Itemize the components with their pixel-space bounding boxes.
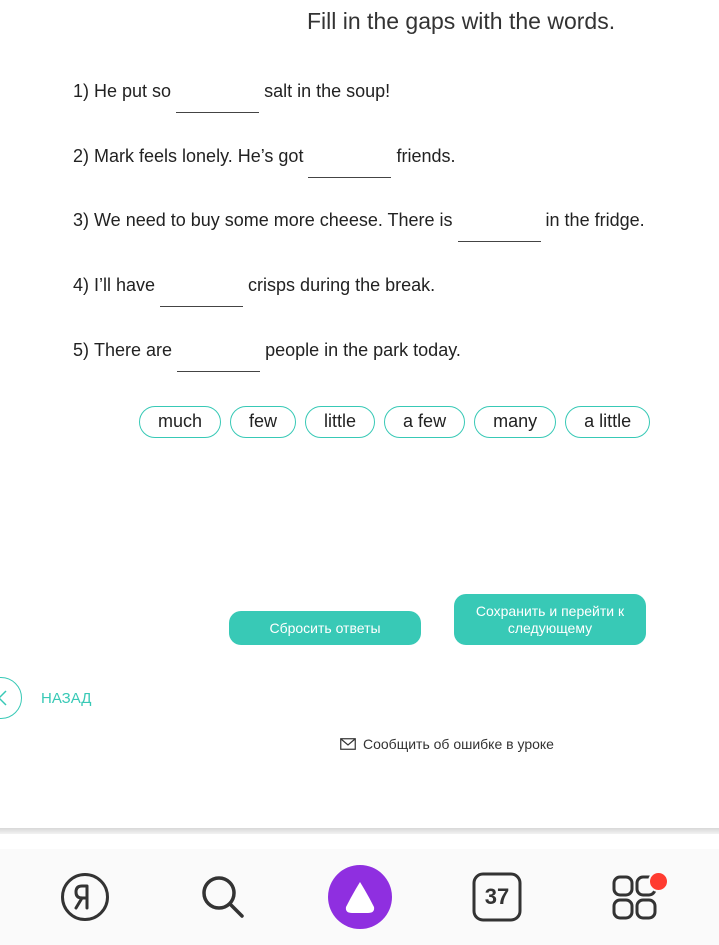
reset-answers-button[interactable] bbox=[229, 611, 421, 645]
sentence-5 bbox=[73, 338, 461, 372]
sentence-2-number: 2) bbox=[73, 146, 90, 166]
sentence-5-number: 5) bbox=[73, 340, 90, 360]
bottom-navigation bbox=[0, 849, 719, 945]
word-chip-a-few[interactable]: a few bbox=[384, 406, 465, 438]
gap-5-drop-target[interactable] bbox=[177, 338, 260, 372]
sentence-5-after: people in the park today. bbox=[265, 340, 461, 360]
report-error-link[interactable] bbox=[340, 736, 554, 752]
notification-dot bbox=[648, 871, 669, 892]
tabs-button[interactable] bbox=[472, 872, 522, 927]
sentence-4-before: I’ll have bbox=[94, 275, 156, 295]
chevron-left-icon bbox=[0, 677, 22, 719]
sentence-4 bbox=[73, 273, 435, 307]
sentence-2 bbox=[73, 144, 455, 178]
back-button[interactable] bbox=[0, 677, 22, 719]
reset-answers-label: Сбросить ответы bbox=[269, 619, 381, 636]
yandex-logo-icon bbox=[60, 872, 110, 922]
save-and-next-label: Сохранить и перейти к следующему bbox=[475, 602, 625, 636]
tabs-count: 37 bbox=[484, 884, 510, 909]
alice-assistant-icon bbox=[328, 865, 392, 929]
sentence-3-before: We need to buy some more cheese. There is bbox=[94, 210, 453, 230]
save-and-next-button[interactable] bbox=[454, 594, 646, 645]
word-chip-few[interactable]: few bbox=[230, 406, 296, 438]
gap-2-drop-target[interactable] bbox=[308, 144, 391, 178]
word-bank bbox=[139, 406, 650, 438]
sentence-5-before: There are bbox=[94, 340, 173, 360]
envelope-icon bbox=[340, 738, 356, 750]
back-link[interactable]: НАЗАД bbox=[41, 690, 92, 707]
report-error-label: Сообщить об ошибке в уроке bbox=[363, 736, 554, 752]
sentence-1-after: salt in the soup! bbox=[264, 81, 391, 101]
gap-3-drop-target[interactable] bbox=[458, 208, 541, 242]
sentence-4-number: 4) bbox=[73, 275, 90, 295]
sentence-1-number: 1) bbox=[73, 81, 90, 101]
sentence-2-before: Mark feels lonely. He’s got bbox=[94, 146, 304, 166]
sentence-1-before: He put so bbox=[94, 81, 172, 101]
sentence-3-after: in the fridge. bbox=[545, 210, 645, 230]
sentence-4-after: crisps during the break. bbox=[248, 275, 436, 295]
sentence-2-after: friends. bbox=[396, 146, 456, 166]
sentence-3-number: 3) bbox=[73, 210, 90, 230]
services-menu-button[interactable] bbox=[612, 871, 668, 926]
sentence-3 bbox=[73, 208, 645, 242]
task-title: Fill in the gaps with the words. bbox=[307, 8, 616, 34]
gap-1-drop-target[interactable] bbox=[176, 79, 259, 113]
word-chip-many[interactable]: many bbox=[474, 406, 556, 438]
gap-4-drop-target[interactable] bbox=[160, 273, 243, 307]
yandex-home-button[interactable] bbox=[60, 872, 110, 927]
word-chip-much[interactable]: much bbox=[139, 406, 221, 438]
search-button[interactable] bbox=[199, 873, 247, 926]
sentence-1 bbox=[73, 79, 390, 113]
alice-assistant-button[interactable] bbox=[328, 865, 392, 934]
content-divider bbox=[0, 828, 719, 834]
word-chip-a-little[interactable]: a little bbox=[565, 406, 650, 438]
word-chip-little[interactable]: little bbox=[305, 406, 375, 438]
search-icon bbox=[199, 873, 247, 921]
